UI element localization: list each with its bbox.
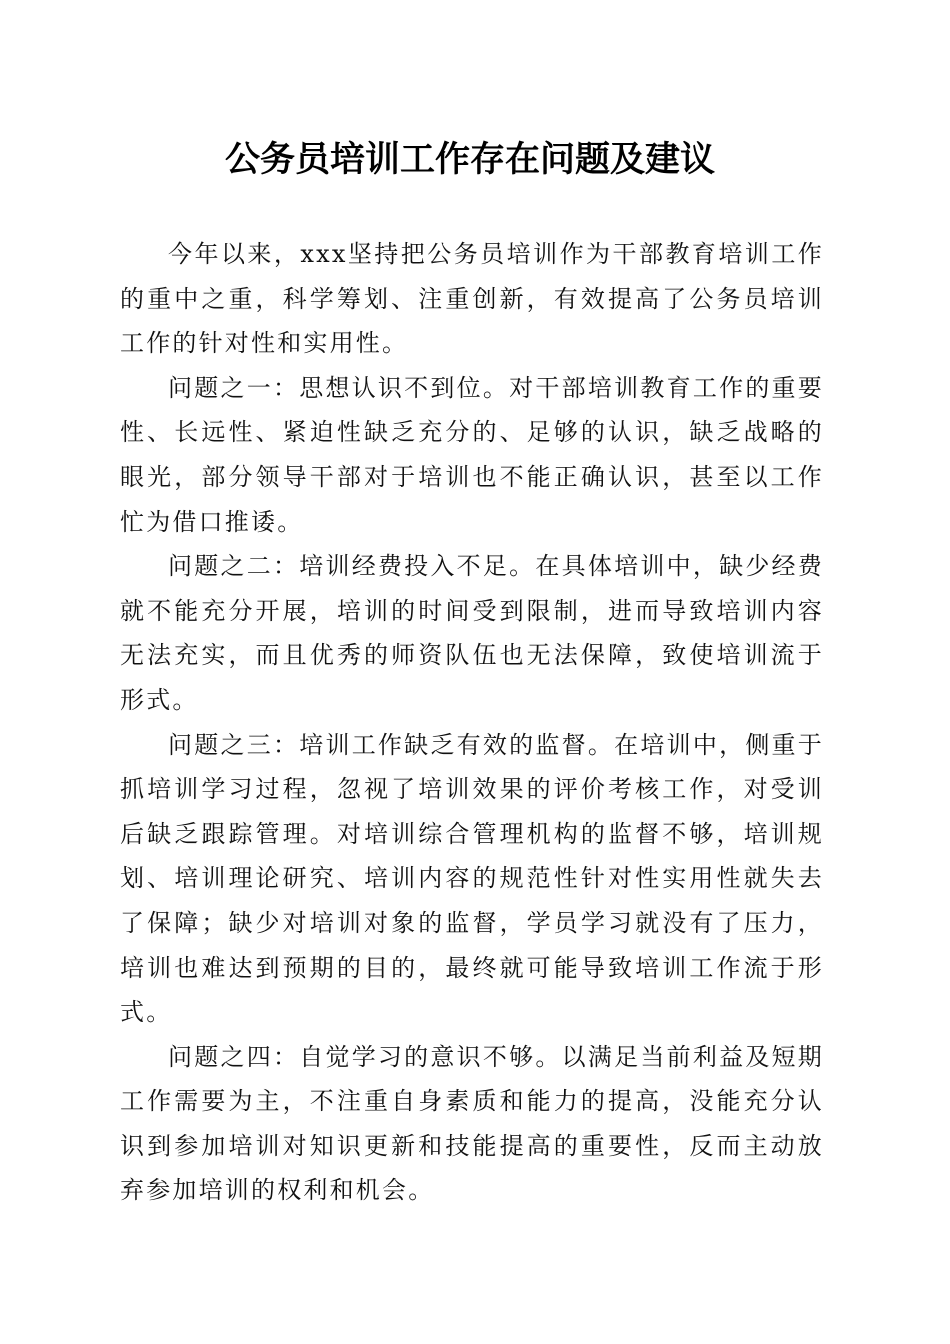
document-body xyxy=(120,232,824,1213)
paragraph-problem-3: 问题之三：培训工作缺乏有效的监督。在培训中，侧重于抓培训学习过程，忽视了培训效果的评价考核工作，对受训后缺乏跟踪管理。对培训综合管理机构的监督不够，培训规划、培训理论研究、培训内容的规范性针对性实用性就失去了保障；缺少对培训对象的监督，学员学习就没有了压力，培训也难达到预期的目的，最终就可能导致培训工作流于形式。 xyxy=(120,730,824,1027)
paragraph-intro: 今年以来，xxx坚持把公务员培训作为干部教育培训工作的重中之重，科学筹划、注重创新，有效提高了公务员培训工作的针对性和实用性。 xyxy=(120,240,824,358)
paragraph-problem-2: 问题之二：培训经费投入不足。在具体培训中，缺少经费就不能充分开展，培训的时间受到限制，进而导致培训内容无法充实，而且优秀的师资队伍也无法保障，致使培训流于形式。 xyxy=(120,552,824,714)
document-title: 公务员培训工作存在问题及建议 xyxy=(224,139,715,180)
paragraph-problem-1: 问题之一：思想认识不到位。对干部培训教育工作的重要性、长远性、紧迫性缺乏充分的、足够的认识，缺乏战略的眼光，部分领导干部对于培训也不能正确认识，甚至以工作忙为借口推诿。 xyxy=(120,373,824,536)
paragraph-problem-4: 问题之四：自觉学习的意识不够。以满足当前利益及短期工作需要为主，不注重自身素质和能力的提高，没能充分认识到参加培训对知识更新和技能提高的重要性，反而主动放弃参加培训的权利和机会。 xyxy=(120,1042,824,1205)
